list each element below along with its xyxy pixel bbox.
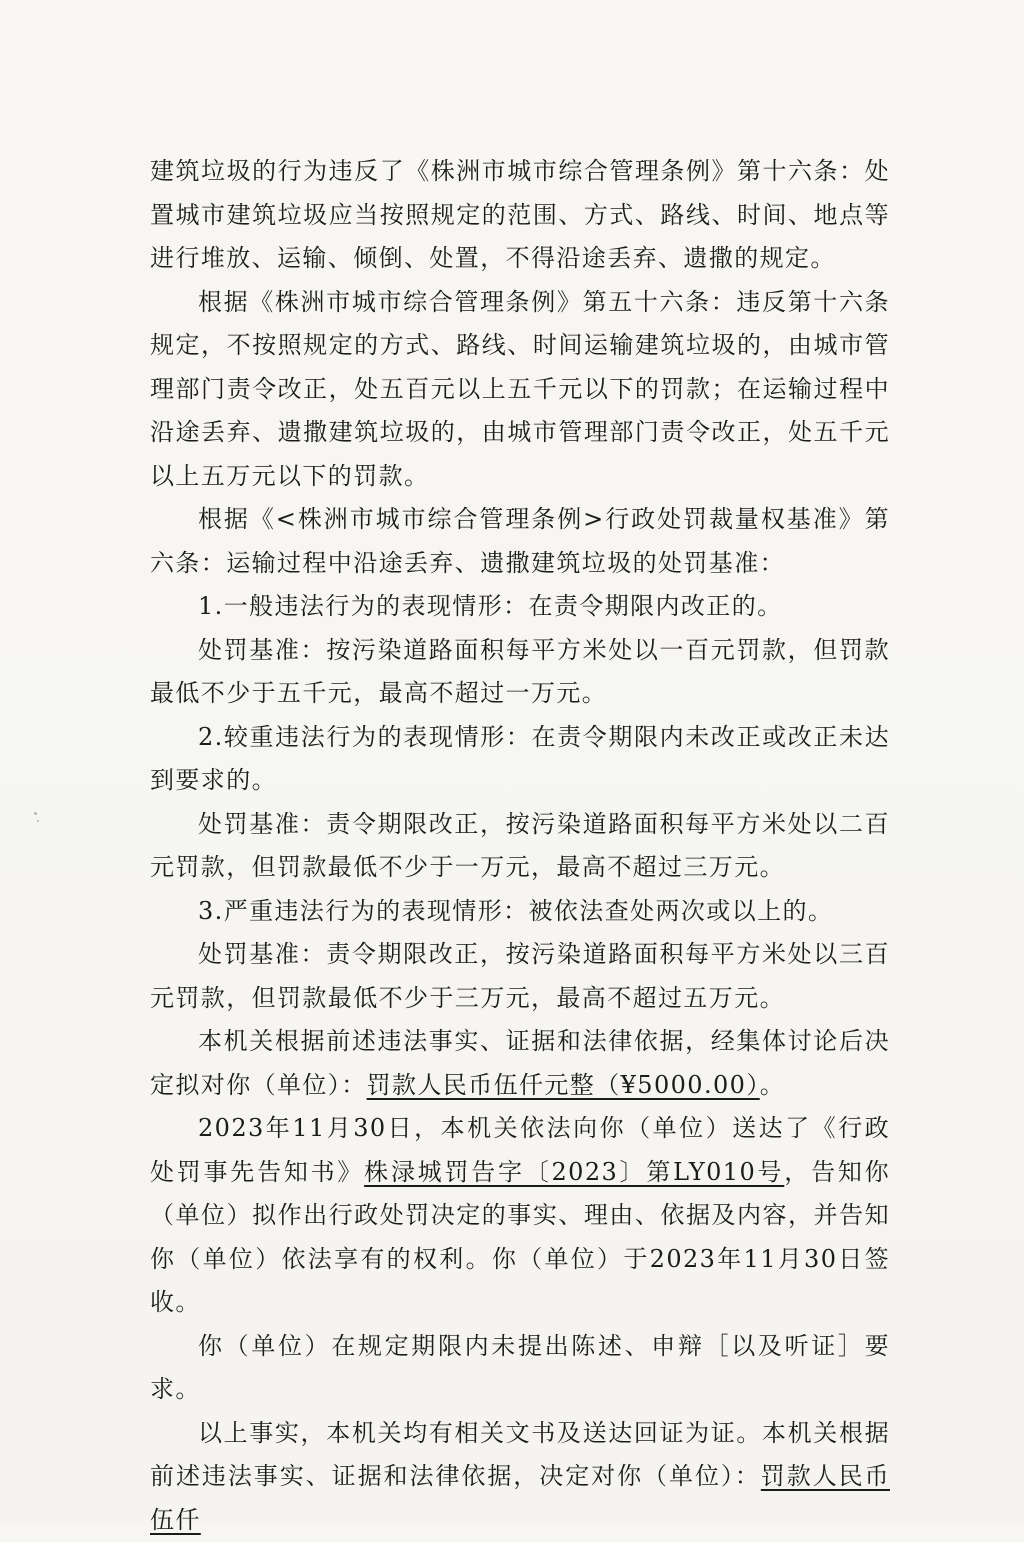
paragraph-text: 建筑垃圾的行为违反了《株洲市城市综合管理条例》第十六条：处置城市建筑垃圾应当按照规定的范围、方式、路线、时间、地点等进行堆放、运输、倾倒、处置，不得沿途丢弃、遗撒的规定。 xyxy=(150,157,890,272)
paragraph-p2 xyxy=(150,281,890,499)
paragraph-p1 xyxy=(150,150,890,281)
paragraph-text: 本机关根据前述违法事实、证据和法律依据，经集体讨论后决定拟对你（单位）： xyxy=(150,1027,890,1099)
scan-speck xyxy=(34,812,37,815)
scan-speck xyxy=(37,820,39,822)
paragraph-text: 2.较重违法行为的表现情形：在责令期限内未改正或改正未达到要求的。 xyxy=(150,723,890,795)
paragraph-p11 xyxy=(150,1107,890,1325)
underlined-fill-text: 株渌城罚告字〔2023〕第LY010号 xyxy=(364,1158,784,1186)
paragraph-text: 根据《<株洲市城市综合管理条例>行政处罚裁量权基准》第六条：运输过程中沿途丢弃、遗撒建筑垃圾的处罚基准： xyxy=(150,505,890,577)
paragraph-p6 xyxy=(150,716,890,803)
underlined-fill-text: 罚款人民币伍仟元整（¥5000.00） xyxy=(367,1071,760,1099)
paragraph-text: 以上事实，本机关均有相关文书及送达回证为证。本机关根据前述违法事实、证据和法律依据，决定对你（单位）： xyxy=(150,1419,890,1491)
paragraph-p3 xyxy=(150,498,890,585)
paragraph-text: 1.一般违法行为的表现情形：在责令期限内改正的。 xyxy=(198,592,783,620)
paragraph-text: 处罚基准：责令期限改正，按污染道路面积每平方米处以三百元罚款，但罚款最低不少于三万元，最高不超过五万元。 xyxy=(150,940,890,1012)
paragraph-text: ，告知你（单位）拟作出行政处罚决定的事实、理由、依据及内容，并告知你（单位）依法享有的权利。你（单位）于2023年11月30日签收。 xyxy=(150,1158,890,1317)
paragraph-text: 处罚基准：按污染道路面积每平方米处以一百元罚款，但罚款最低不少于五千元，最高不超过一万元。 xyxy=(150,636,890,708)
paragraph-text: 2023年11月30日，本机关依法向你（单位）送达了《行政处罚事先告知书》 xyxy=(150,1114,890,1186)
paragraph-p10 xyxy=(150,1020,890,1107)
paragraph-text: 根据《株洲市城市综合管理条例》第五十六条：违反第十六条规定，不按照规定的方式、路线、时间运输建筑垃圾的，由城市管理部门责令改正，处五百元以上五千元以下的罚款；在运输过程中沿途丢弃、遗撒建筑垃圾的，由城市管理部门责令改正，处五千元以上五万元以下的罚款。 xyxy=(150,288,890,490)
document-body xyxy=(150,150,890,1542)
paragraph-p4 xyxy=(150,585,890,629)
paragraph-p12 xyxy=(150,1325,890,1412)
paragraph-p5 xyxy=(150,629,890,716)
paragraph-p7 xyxy=(150,803,890,890)
paragraph-text: 3.严重违法行为的表现情形：被依法查处两次或以上的。 xyxy=(198,897,833,925)
paragraph-p8 xyxy=(150,890,890,934)
paragraph-p9 xyxy=(150,933,890,1020)
paragraph-p13 xyxy=(150,1412,890,1542)
underlined-fill-text: 罚款人民币伍仟 xyxy=(150,1462,890,1534)
paragraph-text: 你（单位）在规定期限内未提出陈述、申辩［以及听证］要求。 xyxy=(150,1332,890,1404)
paragraph-text: 处罚基准：责令期限改正，按污染道路面积每平方米处以二百元罚款，但罚款最低不少于一万元，最高不超过三万元。 xyxy=(150,810,890,882)
paragraph-text: 。 xyxy=(760,1071,785,1099)
